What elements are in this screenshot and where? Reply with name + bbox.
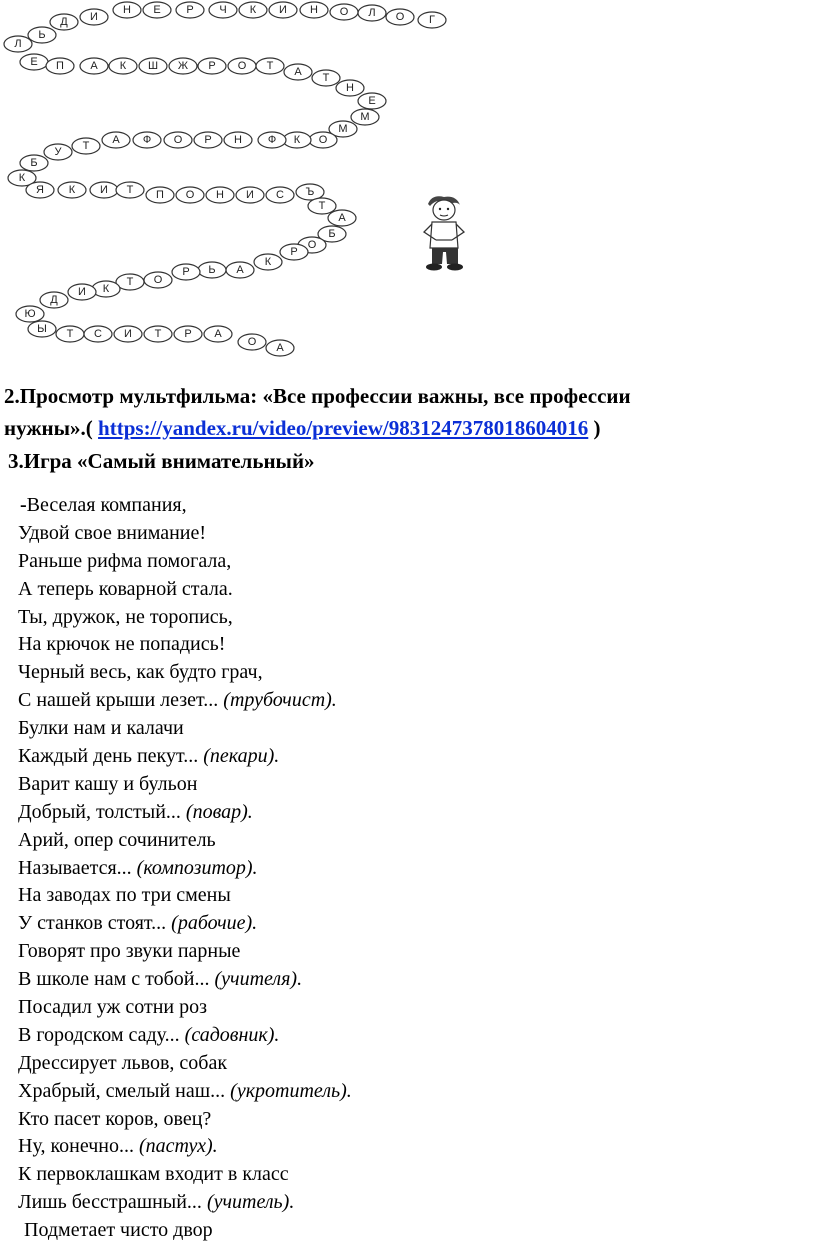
- letter-cell-text: Н: [216, 189, 224, 201]
- letter-cell-text: И: [100, 184, 108, 196]
- letter-cell-text: Т: [126, 276, 134, 288]
- letter-cell: [50, 14, 78, 30]
- letter-cell: [144, 272, 172, 288]
- letter-cell-text: А: [276, 342, 284, 354]
- poem-line-text: Веселая компания,: [26, 494, 187, 516]
- letter-cell: [169, 58, 197, 74]
- letter-cell-text: Ш: [147, 60, 159, 72]
- letter-cell: [418, 12, 446, 28]
- letter-cell: [28, 27, 56, 43]
- letter-cell: [144, 326, 172, 342]
- poem-line: [18, 631, 352, 659]
- cartoon-boy-icon: [424, 196, 464, 270]
- letter-cell: [266, 187, 294, 203]
- poem-line: [18, 548, 352, 576]
- letter-cell-text: А: [90, 60, 98, 72]
- letter-cell-text: И: [78, 286, 86, 298]
- letter-cell: [46, 58, 74, 74]
- letter-cell: [256, 58, 284, 74]
- letter-cell-text: О: [185, 189, 195, 201]
- letter-cell: [113, 2, 141, 18]
- letter-cell-text: Т: [322, 72, 330, 84]
- letter-cell: [176, 2, 204, 18]
- letter-cell: [330, 4, 358, 20]
- letter-cell-text: Н: [346, 82, 354, 94]
- letter-cell: [238, 334, 266, 350]
- poem-line-text: Добрый, толстый...: [18, 800, 186, 823]
- poem-answer: (повар).: [185, 800, 253, 823]
- letter-cell-text: Н: [123, 4, 131, 16]
- letter-cell: [80, 9, 108, 25]
- poem-line: [18, 910, 352, 938]
- letter-cell: [198, 58, 226, 74]
- letter-cell-text: Ь: [38, 29, 46, 41]
- poem-dash: -: [20, 494, 27, 516]
- letter-cell-text: С: [276, 189, 284, 201]
- poem-line-text: Называется...: [18, 856, 137, 879]
- letter-cell: [164, 132, 192, 148]
- poem-line: [18, 855, 352, 883]
- poem-answer: (учителя).: [214, 968, 303, 991]
- poem-line: [18, 492, 352, 520]
- letter-cell-text: Я: [36, 184, 44, 196]
- letter-cell-text: Б: [30, 157, 38, 169]
- letter-cell-text: К: [293, 134, 301, 146]
- letter-cell-text: К: [264, 256, 272, 268]
- poem-line-text: Кто пасет коров, овец?: [18, 1107, 212, 1130]
- letter-cell: [139, 58, 167, 74]
- letter-cell-text: Т: [318, 200, 326, 212]
- letter-cell-text: К: [102, 283, 110, 295]
- letter-cell-text: О: [237, 60, 247, 72]
- letter-cell: [20, 155, 48, 171]
- poem-line: [18, 604, 352, 632]
- letter-cell: [44, 144, 72, 160]
- poem-line-text: Посадил уж сотни роз: [18, 996, 208, 1019]
- poem-line-text: Ты, дружок, не торопись,: [18, 605, 233, 628]
- letter-cell: [4, 36, 32, 52]
- poem-line: [18, 1217, 352, 1245]
- letter-cell: [26, 182, 54, 198]
- letter-cell: [84, 326, 112, 342]
- letter-cell-text: А: [236, 264, 244, 276]
- letter-cell-text: Б: [328, 228, 336, 240]
- letter-cell: [102, 132, 130, 148]
- letter-cell-text: О: [318, 134, 328, 146]
- letter-cell-text: Ю: [24, 308, 36, 320]
- letter-cell: [80, 58, 108, 74]
- poem-line: [18, 938, 352, 966]
- poem-line-text: Черный весь, как будто грач,: [18, 661, 263, 684]
- poem-line: [18, 827, 352, 855]
- poem-line-text: С нашей крыши лезет...: [18, 689, 224, 712]
- letter-cell: [133, 132, 161, 148]
- letter-cell: [206, 187, 234, 203]
- letter-cell-text: М: [360, 111, 370, 123]
- letter-cell: [308, 198, 336, 214]
- letter-cell-text: О: [307, 239, 317, 251]
- letter-cell-text: К: [249, 4, 257, 16]
- task2-heading: [4, 380, 631, 444]
- letter-cell: [143, 2, 171, 18]
- letter-cell: [236, 187, 264, 203]
- letter-cell: [16, 306, 44, 322]
- poem-answer: (рабочие).: [171, 912, 258, 935]
- letter-cell: [68, 284, 96, 300]
- poem-line: [18, 771, 352, 799]
- poem-line: [18, 882, 352, 910]
- letter-cell: [309, 132, 337, 148]
- letter-cell-text: С: [94, 328, 102, 340]
- poem-line-text: Раньше рифма помогала,: [18, 549, 232, 572]
- poem-answer: (пекари).: [203, 745, 280, 768]
- letter-cell-text: Р: [186, 4, 194, 16]
- letter-cell: [300, 2, 328, 18]
- letter-cell-text: Д: [60, 16, 68, 28]
- letter-cell: [224, 132, 252, 148]
- letter-cell: [284, 64, 312, 80]
- poem-line-text: На заводах по три смены: [18, 884, 231, 907]
- letter-cell: [204, 326, 232, 342]
- poem-line-text: Подметает чисто двор: [24, 1219, 213, 1242]
- poem-line: [18, 520, 352, 548]
- letter-cell: [269, 2, 297, 18]
- letter-cell-text: П: [156, 189, 164, 201]
- letter-cell: [146, 187, 174, 203]
- poem-answer: (садовник).: [184, 1023, 280, 1046]
- letter-cell-text: Н: [310, 4, 318, 16]
- letter-cell-text: Л: [14, 38, 22, 50]
- video-link[interactable]: https://yandex.ru/video/preview/9831247378018604016: [98, 416, 589, 440]
- letter-cell: [114, 326, 142, 342]
- letter-cell: [116, 182, 144, 198]
- letter-cell: [358, 93, 386, 109]
- letter-cell-text: И: [279, 4, 287, 16]
- poem-answer: (композитор).: [136, 856, 258, 879]
- poem-line: [18, 1189, 352, 1217]
- poem-line: [18, 1133, 352, 1161]
- letter-cell-text: У: [54, 146, 62, 158]
- letter-cell: [258, 132, 286, 148]
- letter-cell: [72, 138, 100, 154]
- poem-line-text: Лишь бесстрашный...: [18, 1191, 207, 1214]
- letter-cell-text: Ф: [142, 134, 152, 146]
- letter-cell: [239, 2, 267, 18]
- letter-cell-text: Л: [368, 7, 376, 19]
- letter-cell: [90, 182, 118, 198]
- letter-cell-text: А: [338, 212, 346, 224]
- letter-cell: [209, 2, 237, 18]
- letter-cell-text: Р: [204, 134, 212, 146]
- letter-cell-text: Ж: [177, 60, 189, 72]
- letter-cell-text: Р: [182, 266, 190, 278]
- letter-cell-text: П: [56, 60, 64, 72]
- letter-cell: [56, 326, 84, 342]
- letter-cell-text: Ф: [267, 134, 277, 146]
- letter-cell-text: Г: [429, 14, 435, 26]
- poem-answer: (трубочист).: [223, 689, 337, 712]
- poem-line-text: У станков стоят...: [18, 912, 172, 935]
- letter-cell-text: И: [124, 328, 132, 340]
- letter-cell: [109, 58, 137, 74]
- letter-cell-text: М: [338, 123, 348, 135]
- poem-line: [18, 966, 352, 994]
- poem-line: [18, 687, 352, 715]
- poem-line: [18, 1106, 352, 1134]
- letter-cell: [283, 132, 311, 148]
- poem-line-text: На крючок не попадись!: [18, 633, 226, 656]
- letter-cell: [336, 80, 364, 96]
- letter-cell-text: Ы: [37, 323, 47, 335]
- poem-line: [18, 576, 352, 604]
- letter-cell-text: А: [214, 328, 222, 340]
- letter-cell: [266, 340, 294, 356]
- letter-cell: [280, 244, 308, 260]
- letter-cell-text: Д: [50, 294, 58, 306]
- letter-cell-text: Т: [82, 140, 90, 152]
- letter-cell-text: К: [68, 184, 76, 196]
- poem-line: [18, 1022, 352, 1050]
- poem: [18, 492, 352, 1245]
- letter-cell: [40, 292, 68, 308]
- letter-cell-text: А: [294, 66, 302, 78]
- poem-line: [18, 1078, 352, 1106]
- poem-line-text: Варит кашу и бульон: [18, 772, 198, 795]
- letter-cell-text: Р: [290, 246, 298, 258]
- letter-cell-text: К: [18, 172, 26, 184]
- letter-cell-text: И: [246, 189, 254, 201]
- poem-line-text: А теперь коварной стала.: [18, 577, 233, 600]
- task2-line2: нужны».( https://yandex.ru/video/preview/9831247378018604016 ): [4, 416, 601, 440]
- letter-cell: [28, 321, 56, 337]
- letter-cell: [226, 262, 254, 278]
- letter-cell-text: Р: [184, 328, 192, 340]
- letter-cell-text: Т: [266, 60, 274, 72]
- letter-snake-puzzle: [0, 0, 816, 360]
- poem-line-text: Булки нам и калачи: [18, 717, 184, 740]
- letter-cell: [312, 70, 340, 86]
- letter-cell-text: Е: [368, 95, 376, 107]
- poem-line: [18, 659, 352, 687]
- letter-cell: [328, 210, 356, 226]
- letter-cell-text: О: [173, 134, 183, 146]
- poem-line: [18, 715, 352, 743]
- letter-cell: [172, 264, 200, 280]
- letter-cell: [92, 281, 120, 297]
- letter-cell: [358, 5, 386, 21]
- letter-cell-text: О: [395, 11, 405, 23]
- letter-cell-text: Т: [66, 328, 74, 340]
- poem-line: [18, 994, 352, 1022]
- letter-cell-text: О: [339, 6, 349, 18]
- letter-cell-text: Т: [126, 184, 134, 196]
- letter-cell: [198, 262, 226, 278]
- poem-answer: (учитель).: [206, 1191, 295, 1214]
- poem-line-text: Удвой свое внимание!: [18, 521, 207, 544]
- letter-cell: [20, 54, 48, 70]
- poem-answer: (пастух).: [139, 1135, 218, 1158]
- task2-line1: 2.Просмотр мультфильма: «Все профессии важны, все профессии: [4, 384, 631, 408]
- poem-line: [18, 1050, 352, 1078]
- letter-cell: [176, 187, 204, 203]
- letter-cell-text: О: [153, 274, 163, 286]
- letter-cell: [228, 58, 256, 74]
- letter-cell-text: К: [119, 60, 127, 72]
- poem-line-text: К первоклашкам входит в класс: [18, 1163, 289, 1186]
- letter-cell: [386, 9, 414, 25]
- poem-answer: (укротитель).: [230, 1079, 352, 1102]
- poem-line: [18, 743, 352, 771]
- poem-line-text: Дрессирует львов, собак: [18, 1051, 228, 1074]
- letter-cell: [58, 182, 86, 198]
- poem-line-text: Каждый день пекут...: [18, 745, 204, 768]
- letter-cell-text: Ь: [208, 264, 216, 276]
- poem-line: [18, 799, 352, 827]
- letter-cell-text: Е: [30, 56, 38, 68]
- letter-cell-text: О: [247, 336, 257, 348]
- letter-cell-text: Т: [154, 328, 162, 340]
- letter-cell: [351, 109, 379, 125]
- letter-cell-text: Ъ: [305, 186, 315, 198]
- letter-cell-text: И: [90, 11, 98, 23]
- task3-heading: 3.Игра «Самый внимательный»: [8, 449, 315, 473]
- poem-line-text: В городском саду...: [18, 1023, 185, 1046]
- letter-cell-text: Е: [153, 4, 161, 16]
- poem-line: [18, 1161, 352, 1189]
- poem-line-text: Арий, опер сочинитель: [18, 828, 216, 851]
- letter-cell: [194, 132, 222, 148]
- letter-cell: [254, 254, 282, 270]
- poem-line-text: Говорят про звуки парные: [18, 940, 241, 963]
- poem-line-text: Ну, конечно...: [18, 1135, 139, 1158]
- letter-cell-text: А: [112, 134, 120, 146]
- letter-cell-text: Ч: [219, 4, 227, 16]
- poem-line-text: В школе нам с тобой...: [18, 968, 215, 991]
- letter-cell-text: Р: [208, 60, 216, 72]
- poem-line-text: Храбрый, смелый наш...: [18, 1079, 231, 1102]
- letter-cell-text: Н: [234, 134, 242, 146]
- letter-cell: [174, 326, 202, 342]
